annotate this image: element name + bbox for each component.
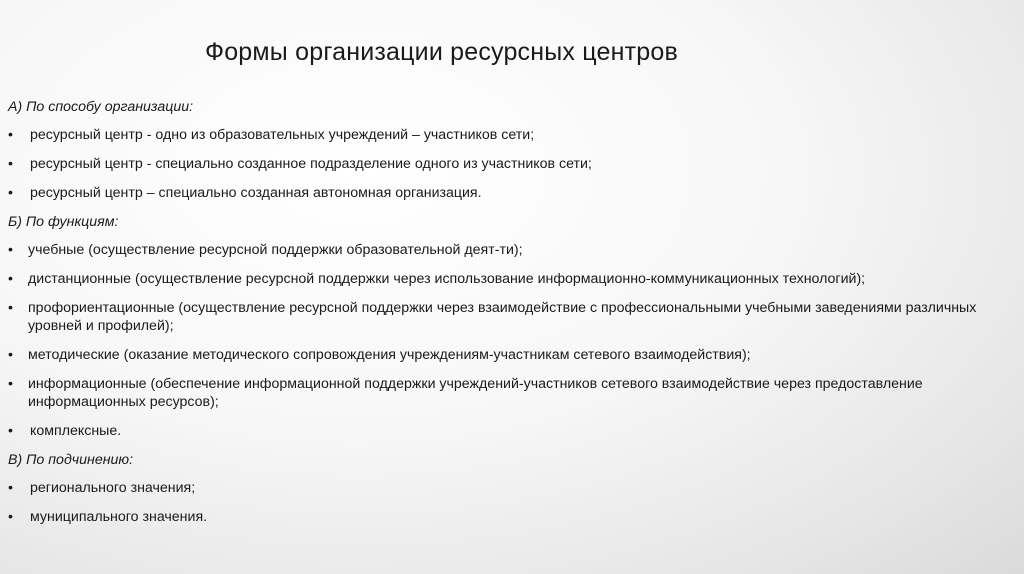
section-heading: В) По подчинению: xyxy=(8,452,134,468)
bullet-icon: • xyxy=(8,127,13,143)
slide-title: Формы организации ресурсных центров xyxy=(205,38,678,66)
bullet-icon: • xyxy=(8,156,13,172)
list-item xyxy=(8,422,1008,440)
list-item-text: ресурсный центр – специально созданная автономная организация. xyxy=(30,185,482,201)
slide-content xyxy=(8,98,1008,537)
list-item xyxy=(8,479,1008,497)
list-item xyxy=(8,299,1008,335)
list-item xyxy=(8,375,1008,411)
list-item-text: информационные (обеспечение информационной поддержки учреждений-участников сетевого взаимодействие через предоставление информационных ресурсов); xyxy=(28,376,923,410)
list-item-text: профориентационные (осуществление ресурсной поддержки через взаимодействие с профессиональными учебными заведениями различных уровней и профилей); xyxy=(28,300,977,334)
list-item-text: учебные (осуществление ресурсной поддержки образовательной деят-ти); xyxy=(28,242,523,258)
list-item-text: ресурсный центр - одно из образовательных учреждений – участников сети; xyxy=(30,127,535,143)
list-item-text: ресурсный центр - специально созданное подразделение одного из участников сети; xyxy=(30,156,592,172)
bullet-icon: • xyxy=(8,347,13,363)
bullet-icon: • xyxy=(8,423,13,439)
bullet-icon: • xyxy=(8,185,13,201)
list-item xyxy=(8,346,1008,364)
list-item-text: методические (оказание методического сопровождения учреждениям-участникам сетевого взаимодействия); xyxy=(28,347,751,363)
list-item xyxy=(8,155,1008,173)
bullet-icon: • xyxy=(8,271,13,287)
section-heading: Б) По функциям: xyxy=(8,214,119,230)
list-item xyxy=(8,270,1008,288)
bullet-icon: • xyxy=(8,376,13,392)
list-item xyxy=(8,126,1008,144)
bullet-icon: • xyxy=(8,242,13,258)
section-by-subordination xyxy=(8,451,1008,526)
bullet-icon: • xyxy=(8,300,13,316)
section-by-organization xyxy=(8,98,1008,202)
bullet-icon: • xyxy=(8,480,13,496)
bullet-icon: • xyxy=(8,509,13,525)
list-item-text: комплексные. xyxy=(30,423,122,439)
list-item-text: муниципального значения. xyxy=(30,509,208,525)
list-item-text: дистанционные (осуществление ресурсной поддержки через использование информационно-коммуникационных технологий); xyxy=(28,271,866,287)
list-item-text: регионального значения; xyxy=(30,480,196,496)
list-item xyxy=(8,241,1008,259)
list-item xyxy=(8,184,1008,202)
section-heading: А) По способу организации: xyxy=(8,99,194,115)
section-by-function xyxy=(8,213,1008,440)
list-item xyxy=(8,508,1008,526)
